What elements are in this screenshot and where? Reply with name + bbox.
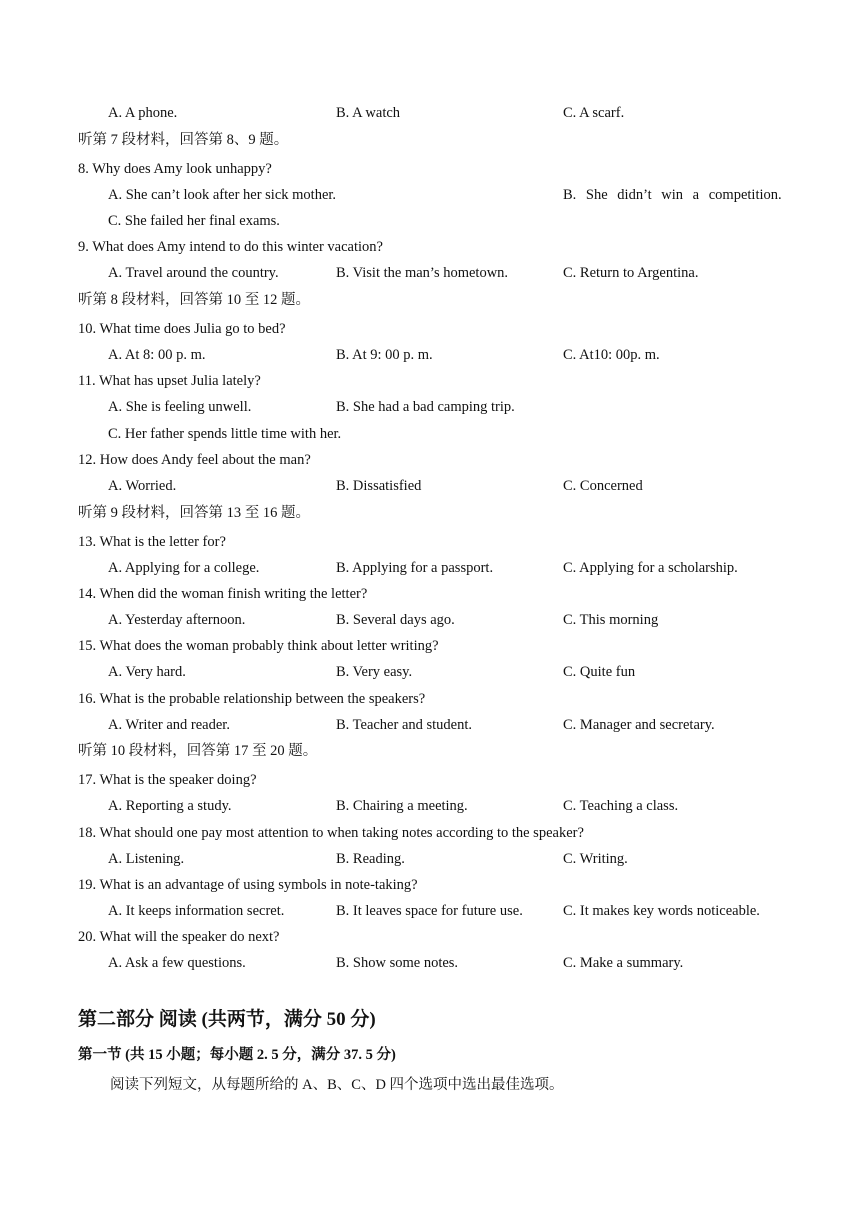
- question-15: 15. What does the woman probably think about letter writing?: [78, 638, 439, 654]
- question-19: 19. What is an advantage of using symbols in note-taking?: [78, 877, 418, 893]
- q20-option-b: B. Show some notes.: [336, 955, 459, 971]
- part-2-title: 第二部分 阅读 (共两节，满分 50 分): [78, 1009, 376, 1030]
- passage-8-header: 听第 8 段材料，回答第 10 至 12 题。: [78, 292, 310, 308]
- q12-option-a: A. Worried.: [108, 478, 177, 494]
- q7-option-c: C. A scarf.: [563, 105, 625, 121]
- q16-option-c: C. Manager and secretary.: [563, 717, 715, 733]
- passage-9-header: 听第 9 段材料，回答第 13 至 16 题。: [78, 505, 310, 521]
- question-17: 17. What is the speaker doing?: [78, 772, 257, 788]
- q17-option-b: B. Chairing a meeting.: [336, 798, 468, 814]
- section-1-title: 第一节 (共 15 小题；每小题 2. 5 分，满分 37. 5 分): [78, 1047, 396, 1063]
- q8-option-c: C. She failed her final exams.: [108, 213, 280, 229]
- q11-option-b: B. She had a bad camping trip.: [336, 399, 515, 415]
- q13-option-c: C. Applying for a scholarship.: [563, 560, 738, 576]
- q11-option-c: C. Her father spends little time with her.: [108, 426, 342, 442]
- q19-option-c: C. It makes key words noticeable.: [563, 903, 760, 919]
- q20-option-a: A. Ask a few questions.: [108, 955, 246, 971]
- q14-option-b: B. Several days ago.: [336, 612, 455, 628]
- q13-option-a: A. Applying for a college.: [108, 560, 260, 576]
- q18-option-c: C. Writing.: [563, 851, 628, 867]
- passage-7-header: 听第 7 段材料，回答第 8、9 题。: [78, 132, 289, 148]
- q8-option-a: A. She can’t look after her sick mother.: [108, 187, 337, 203]
- q17-option-c: C. Teaching a class.: [563, 798, 679, 814]
- q10-option-c: C. At10: 00p. m.: [563, 347, 660, 363]
- question-10: 10. What time does Julia go to bed?: [78, 321, 286, 337]
- q18-option-b: B. Reading.: [336, 851, 405, 867]
- question-14: 14. When did the woman finish writing the letter?: [78, 586, 368, 602]
- q9-option-a: A. Travel around the country.: [108, 265, 279, 281]
- q12-option-b: B. Dissatisfied: [336, 478, 422, 494]
- q18-option-a: A. Listening.: [108, 851, 185, 867]
- question-12: 12. How does Andy feel about the man?: [78, 452, 311, 468]
- q11-option-a: A. She is feeling unwell.: [108, 399, 252, 415]
- question-18: 18. What should one pay most attention to when taking notes according to the speaker?: [78, 825, 584, 841]
- q9-option-b: B. Visit the man’s hometown.: [336, 265, 509, 281]
- question-11: 11. What has upset Julia lately?: [78, 373, 261, 389]
- question-20: 20. What will the speaker do next?: [78, 929, 280, 945]
- q16-option-b: B. Teacher and student.: [336, 717, 473, 733]
- q10-option-b: B. At 9: 00 p. m.: [336, 347, 433, 363]
- reading-instructions: 阅读下列短文，从每题所给的 A、B、C、D 四个选项中选出最佳选项。: [110, 1077, 564, 1093]
- q16-option-a: A. Writer and reader.: [108, 717, 230, 733]
- q15-option-a: A. Very hard.: [108, 664, 186, 680]
- passage-10-header: 听第 10 段材料，回答第 17 至 20 题。: [78, 743, 318, 759]
- q20-option-c: C. Make a summary.: [563, 955, 684, 971]
- q15-option-c: C. Quite fun: [563, 664, 636, 680]
- q12-option-c: C. Concerned: [563, 478, 643, 494]
- q14-option-a: A. Yesterday afternoon.: [108, 612, 246, 628]
- question-8: 8. Why does Amy look unhappy?: [78, 161, 272, 177]
- q17-option-a: A. Reporting a study.: [108, 798, 232, 814]
- q15-option-b: B. Very easy.: [336, 664, 413, 680]
- q8-option-b: B. She didn’t win a competition.: [563, 187, 782, 203]
- question-16: 16. What is the probable relationship between the speakers?: [78, 691, 426, 707]
- q7-option-b: B. A watch: [336, 105, 401, 121]
- question-9: 9. What does Amy intend to do this winter vacation?: [78, 239, 383, 255]
- q7-option-a: A. A phone.: [108, 105, 178, 121]
- q10-option-a: A. At 8: 00 p. m.: [108, 347, 206, 363]
- q19-option-b: B. It leaves space for future use.: [336, 903, 523, 919]
- q14-option-c: C. This morning: [563, 612, 659, 628]
- question-13: 13. What is the letter for?: [78, 534, 226, 550]
- q13-option-b: B. Applying for a passport.: [336, 560, 494, 576]
- q19-option-a: A. It keeps information secret.: [108, 903, 285, 919]
- q9-option-c: C. Return to Argentina.: [563, 265, 699, 281]
